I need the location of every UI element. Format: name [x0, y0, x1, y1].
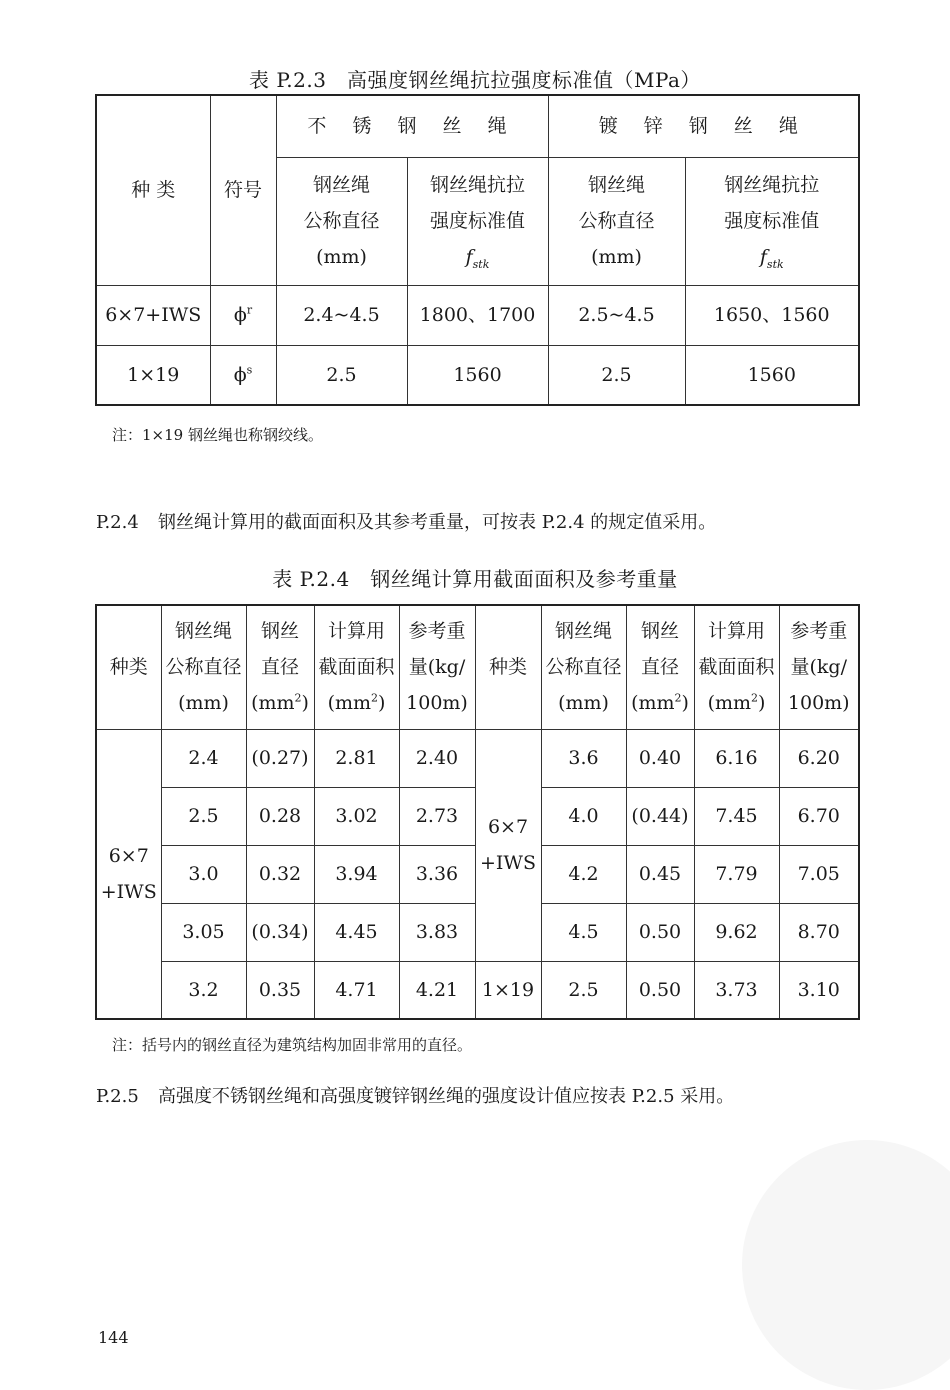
cell-value: 2.73	[399, 787, 475, 845]
header-wire-diameter: 钢丝 直径 $(mm^2)$	[246, 605, 314, 729]
table2-caption: 表 P.2.4 钢丝绳计算用截面面积及参考重量	[272, 567, 678, 591]
cell-value: 1560	[407, 345, 548, 405]
cell-kind-right: 1×19	[475, 961, 541, 1019]
cell-kind-right: 6×7 +IWS	[475, 729, 541, 961]
cell-value: 2.81	[314, 729, 399, 787]
cell-value: 3.0	[161, 845, 246, 903]
cell-value: 3.36	[399, 845, 475, 903]
cell-value: 3.83	[399, 903, 475, 961]
header-kind: 种 类	[96, 95, 210, 285]
cell-value: 3.6	[541, 729, 626, 787]
cell-value: 0.50	[626, 903, 694, 961]
cell-value: 0.32	[246, 845, 314, 903]
cell-value: 7.05	[779, 845, 859, 903]
cell-value: 8.70	[779, 903, 859, 961]
cell-value: 2.5	[161, 787, 246, 845]
table-row	[96, 285, 859, 345]
cell-value: 2.5	[548, 345, 685, 405]
cell-value: 9.62	[694, 903, 779, 961]
header-weight: 参考重 量(kg/ 100m)	[779, 605, 859, 729]
cell-value: 3.05	[161, 903, 246, 961]
cell-value: 1800、1700	[407, 285, 548, 345]
header-galvanized-strength: 钢丝绳抗拉 强度标准值 $f_{stk}$	[685, 157, 859, 285]
cell-value: 7.79	[694, 845, 779, 903]
header-galvanized-diameter: 钢丝绳 公称直径 (mm)	[548, 157, 685, 285]
cell-value: 2.5	[541, 961, 626, 1019]
cell-value: 2.5	[276, 345, 407, 405]
header-wire-diameter: 钢丝 直径 $(mm^2)$	[626, 605, 694, 729]
cell-value: 2.5~4.5	[548, 285, 685, 345]
paragraph-p25	[96, 1082, 734, 1108]
table-row	[96, 345, 859, 405]
table1-note: 注：1×19 钢丝绳也称钢绞线。	[112, 426, 323, 444]
cell-value: (0.27)	[246, 729, 314, 787]
header-rope-diameter: 钢丝绳 公称直径 (mm)	[541, 605, 626, 729]
paragraph-p24	[96, 508, 716, 534]
header-rope-diameter: 钢丝绳 公称直径 (mm)	[161, 605, 246, 729]
cell-value: 0.50	[626, 961, 694, 1019]
cell-value: 4.71	[314, 961, 399, 1019]
paragraph-text: 高强度不锈钢丝绳和高强度镀锌钢丝绳的强度设计值应按表 P.2.5 采用。	[158, 1086, 735, 1107]
cell-value: 6.16	[694, 729, 779, 787]
header-weight: 参考重 量(kg/ 100m)	[399, 605, 475, 729]
header-section-area: 计算用 截面面积 $(mm^2)$	[314, 605, 399, 729]
header-section-area: 计算用 截面面积 $(mm^2)$	[694, 605, 779, 729]
cell-symbol: $\phi^s$	[210, 345, 276, 405]
table1-caption: 表 P.2.3 高强度钢丝绳抗拉强度标准值（MPa）	[249, 68, 701, 92]
paragraph-number: P.2.4	[96, 512, 139, 533]
cell-value: 3.94	[314, 845, 399, 903]
cell-value: 2.40	[399, 729, 475, 787]
cell-value: 2.4	[161, 729, 246, 787]
watermark-seal	[742, 1140, 950, 1390]
cell-value: 3.2	[161, 961, 246, 1019]
cell-value: 0.35	[246, 961, 314, 1019]
cell-value: 3.73	[694, 961, 779, 1019]
page-number: 144	[98, 1328, 129, 1347]
table-p24	[95, 604, 860, 1020]
header-stainless-diameter: 钢丝绳 公称直径 (mm)	[276, 157, 407, 285]
cell-value: 6.70	[779, 787, 859, 845]
header-symbol: 符号	[210, 95, 276, 285]
cell-kind: 1×19	[96, 345, 210, 405]
table2-note: 注：括号内的钢丝直径为建筑结构加固非常用的直径。	[112, 1036, 473, 1054]
header-stainless-strength: 钢丝绳抗拉 强度标准值 $f_{stk}$	[407, 157, 548, 285]
header-kind: 种类	[96, 605, 161, 729]
cell-value: 0.40	[626, 729, 694, 787]
cell-value: 4.0	[541, 787, 626, 845]
table2-header-row	[96, 605, 859, 729]
header-kind: 种类	[475, 605, 541, 729]
cell-value: 2.4~4.5	[276, 285, 407, 345]
header-stainless: 不 锈 钢 丝 绳	[276, 95, 548, 157]
cell-value: 1560	[685, 345, 859, 405]
cell-value: 7.45	[694, 787, 779, 845]
table-row	[96, 729, 859, 787]
cell-value: (0.44)	[626, 787, 694, 845]
cell-symbol: $\phi^r$	[210, 285, 276, 345]
paragraph-number: P.2.5	[96, 1086, 139, 1107]
cell-value: 4.45	[314, 903, 399, 961]
header-galvanized: 镀 锌 钢 丝 绳	[548, 95, 859, 157]
cell-value: (0.34)	[246, 903, 314, 961]
cell-value: 6.20	[779, 729, 859, 787]
table-p23	[95, 94, 860, 406]
cell-value: 3.02	[314, 787, 399, 845]
cell-kind: 6×7+IWS	[96, 285, 210, 345]
cell-value: 1650、1560	[685, 285, 859, 345]
cell-value: 4.2	[541, 845, 626, 903]
cell-value: 4.5	[541, 903, 626, 961]
table-row	[96, 961, 859, 1019]
cell-kind-left: 6×7 +IWS	[96, 729, 161, 1019]
cell-value: 3.10	[779, 961, 859, 1019]
paragraph-text: 钢丝绳计算用的截面面积及其参考重量，可按表 P.2.4 的规定值采用。	[158, 512, 717, 533]
cell-value: 0.45	[626, 845, 694, 903]
cell-value: 0.28	[246, 787, 314, 845]
cell-value: 4.21	[399, 961, 475, 1019]
